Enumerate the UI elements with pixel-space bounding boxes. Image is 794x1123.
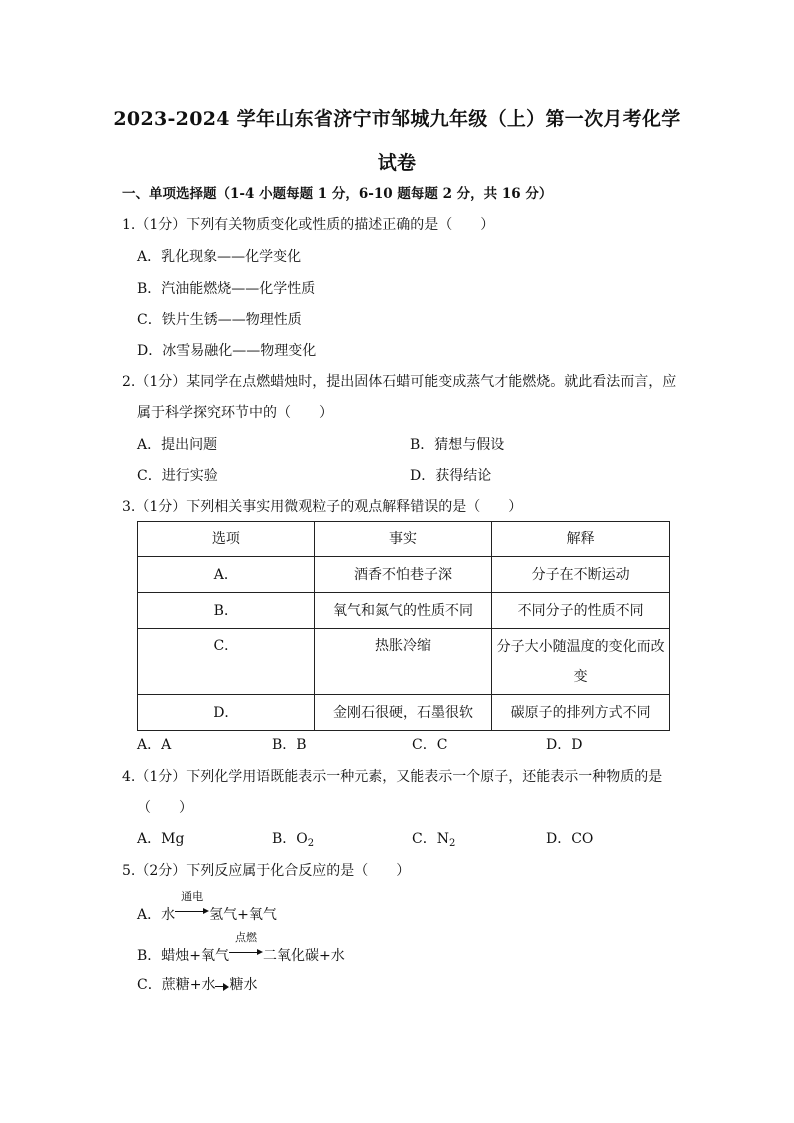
table-row	[138, 593, 670, 629]
question-2-option-c: C．进行实验	[137, 468, 218, 484]
table-header-cell: 事实	[314, 522, 492, 557]
table-cell: C．	[138, 629, 315, 695]
question-4-option-d: D．CO	[546, 831, 594, 847]
arrow-right-icon	[215, 975, 229, 995]
question-3-option-d: D．D	[546, 737, 583, 753]
exam-title-line2: 试卷	[377, 152, 417, 174]
question-3-stem: 3.（1分）下列相关事实用微观粒子的观点解释错误的是（ ）	[122, 499, 523, 515]
table-cell: 分子在不断运动	[492, 557, 670, 593]
reaction-condition: 点燃	[235, 931, 258, 944]
question-1-option-c: C．铁片生锈——物理性质	[137, 312, 302, 328]
exam-title-line1: 2023-2024 学年山东省济宁市邹城九年级（上）第一次月考化学	[113, 108, 681, 130]
table-cell: 碳原子的排列方式不同	[492, 695, 670, 731]
table-cell: A．	[138, 557, 315, 593]
question-2-stem-line2: 属于科学探究环节中的（ ）	[137, 405, 333, 421]
question-5-option-a: A．水 通电 氢气+氧气	[137, 899, 277, 925]
arrow-right-icon	[229, 940, 263, 960]
question-2-option-a: A．提出问题	[137, 437, 218, 453]
table-cell: 分子大小随温度的变化而改变	[492, 629, 670, 695]
question-4-option-a: A．Mg	[137, 831, 185, 847]
question-5-option-c: C．蔗糖+水 糖水	[137, 977, 258, 993]
table-row	[138, 557, 670, 593]
section-heading: 一、单项选择题（1-4 小题每题 1 分，6-10 题每题 2 分，共 16 分）	[122, 186, 553, 202]
question-1-option-a: A．乳化现象——化学变化	[137, 249, 302, 265]
question-5-stem: 5.（2分）下列反应属于化合反应的是（ ）	[122, 863, 411, 879]
question-3-option-b: B．B	[272, 737, 307, 753]
table-cell: 不同分子的性质不同	[492, 593, 670, 629]
table-cell: 金刚石很硬，石墨很软	[314, 695, 492, 731]
question-3-option-c: C．C	[412, 737, 448, 753]
reaction-condition: 通电	[181, 890, 204, 903]
table-cell: 氧气和氮气的性质不同	[314, 593, 492, 629]
question-2-option-b: B．猜想与假设	[410, 437, 505, 453]
table-cell: 热胀冷缩	[314, 629, 492, 695]
question-1-stem: 1.（1分）下列有关物质变化或性质的描述正确的是（ ）	[122, 217, 495, 233]
table-header-row	[138, 522, 670, 557]
question-3-option-a: A．A	[137, 737, 172, 753]
question-2-option-d: D．获得结论	[410, 468, 492, 484]
question-4-stem-line1: 4.（1分）下列化学用语既能表示一种元素，又能表示一个原子，还能表示一种物质的是	[122, 769, 663, 785]
question-4-stem-line2: （ ）	[137, 800, 193, 816]
arrow-right-icon	[175, 899, 209, 919]
reaction-arrow	[229, 931, 263, 966]
reaction-arrow	[175, 890, 209, 925]
table-cell: 酒香不怕巷子深	[314, 557, 492, 593]
question-5-option-b: B．蜡烛+氧气 点燃 二氧化碳+水	[137, 940, 345, 966]
table-cell: B．	[138, 593, 315, 629]
question-2-stem-line1: 2.（1分）某同学在点燃蜡烛时，提出固体石蜡可能变成蒸气才能燃烧。就此看法而言，应	[122, 374, 677, 390]
question-4-option-b: B．$O_2$	[272, 831, 315, 849]
table-row	[138, 695, 670, 731]
question-1-option-b: B．汽油能燃烧——化学性质	[137, 281, 316, 297]
question-1-option-d: D．冰雪易融化——物理变化	[137, 343, 317, 359]
table-header-cell: 解释	[492, 522, 670, 557]
table-cell: D．	[138, 695, 315, 731]
table-row	[138, 629, 670, 695]
question-3-table	[137, 521, 670, 731]
question-4-option-c: C．$N_2$	[412, 831, 456, 849]
table-header-cell: 选项	[138, 522, 315, 557]
